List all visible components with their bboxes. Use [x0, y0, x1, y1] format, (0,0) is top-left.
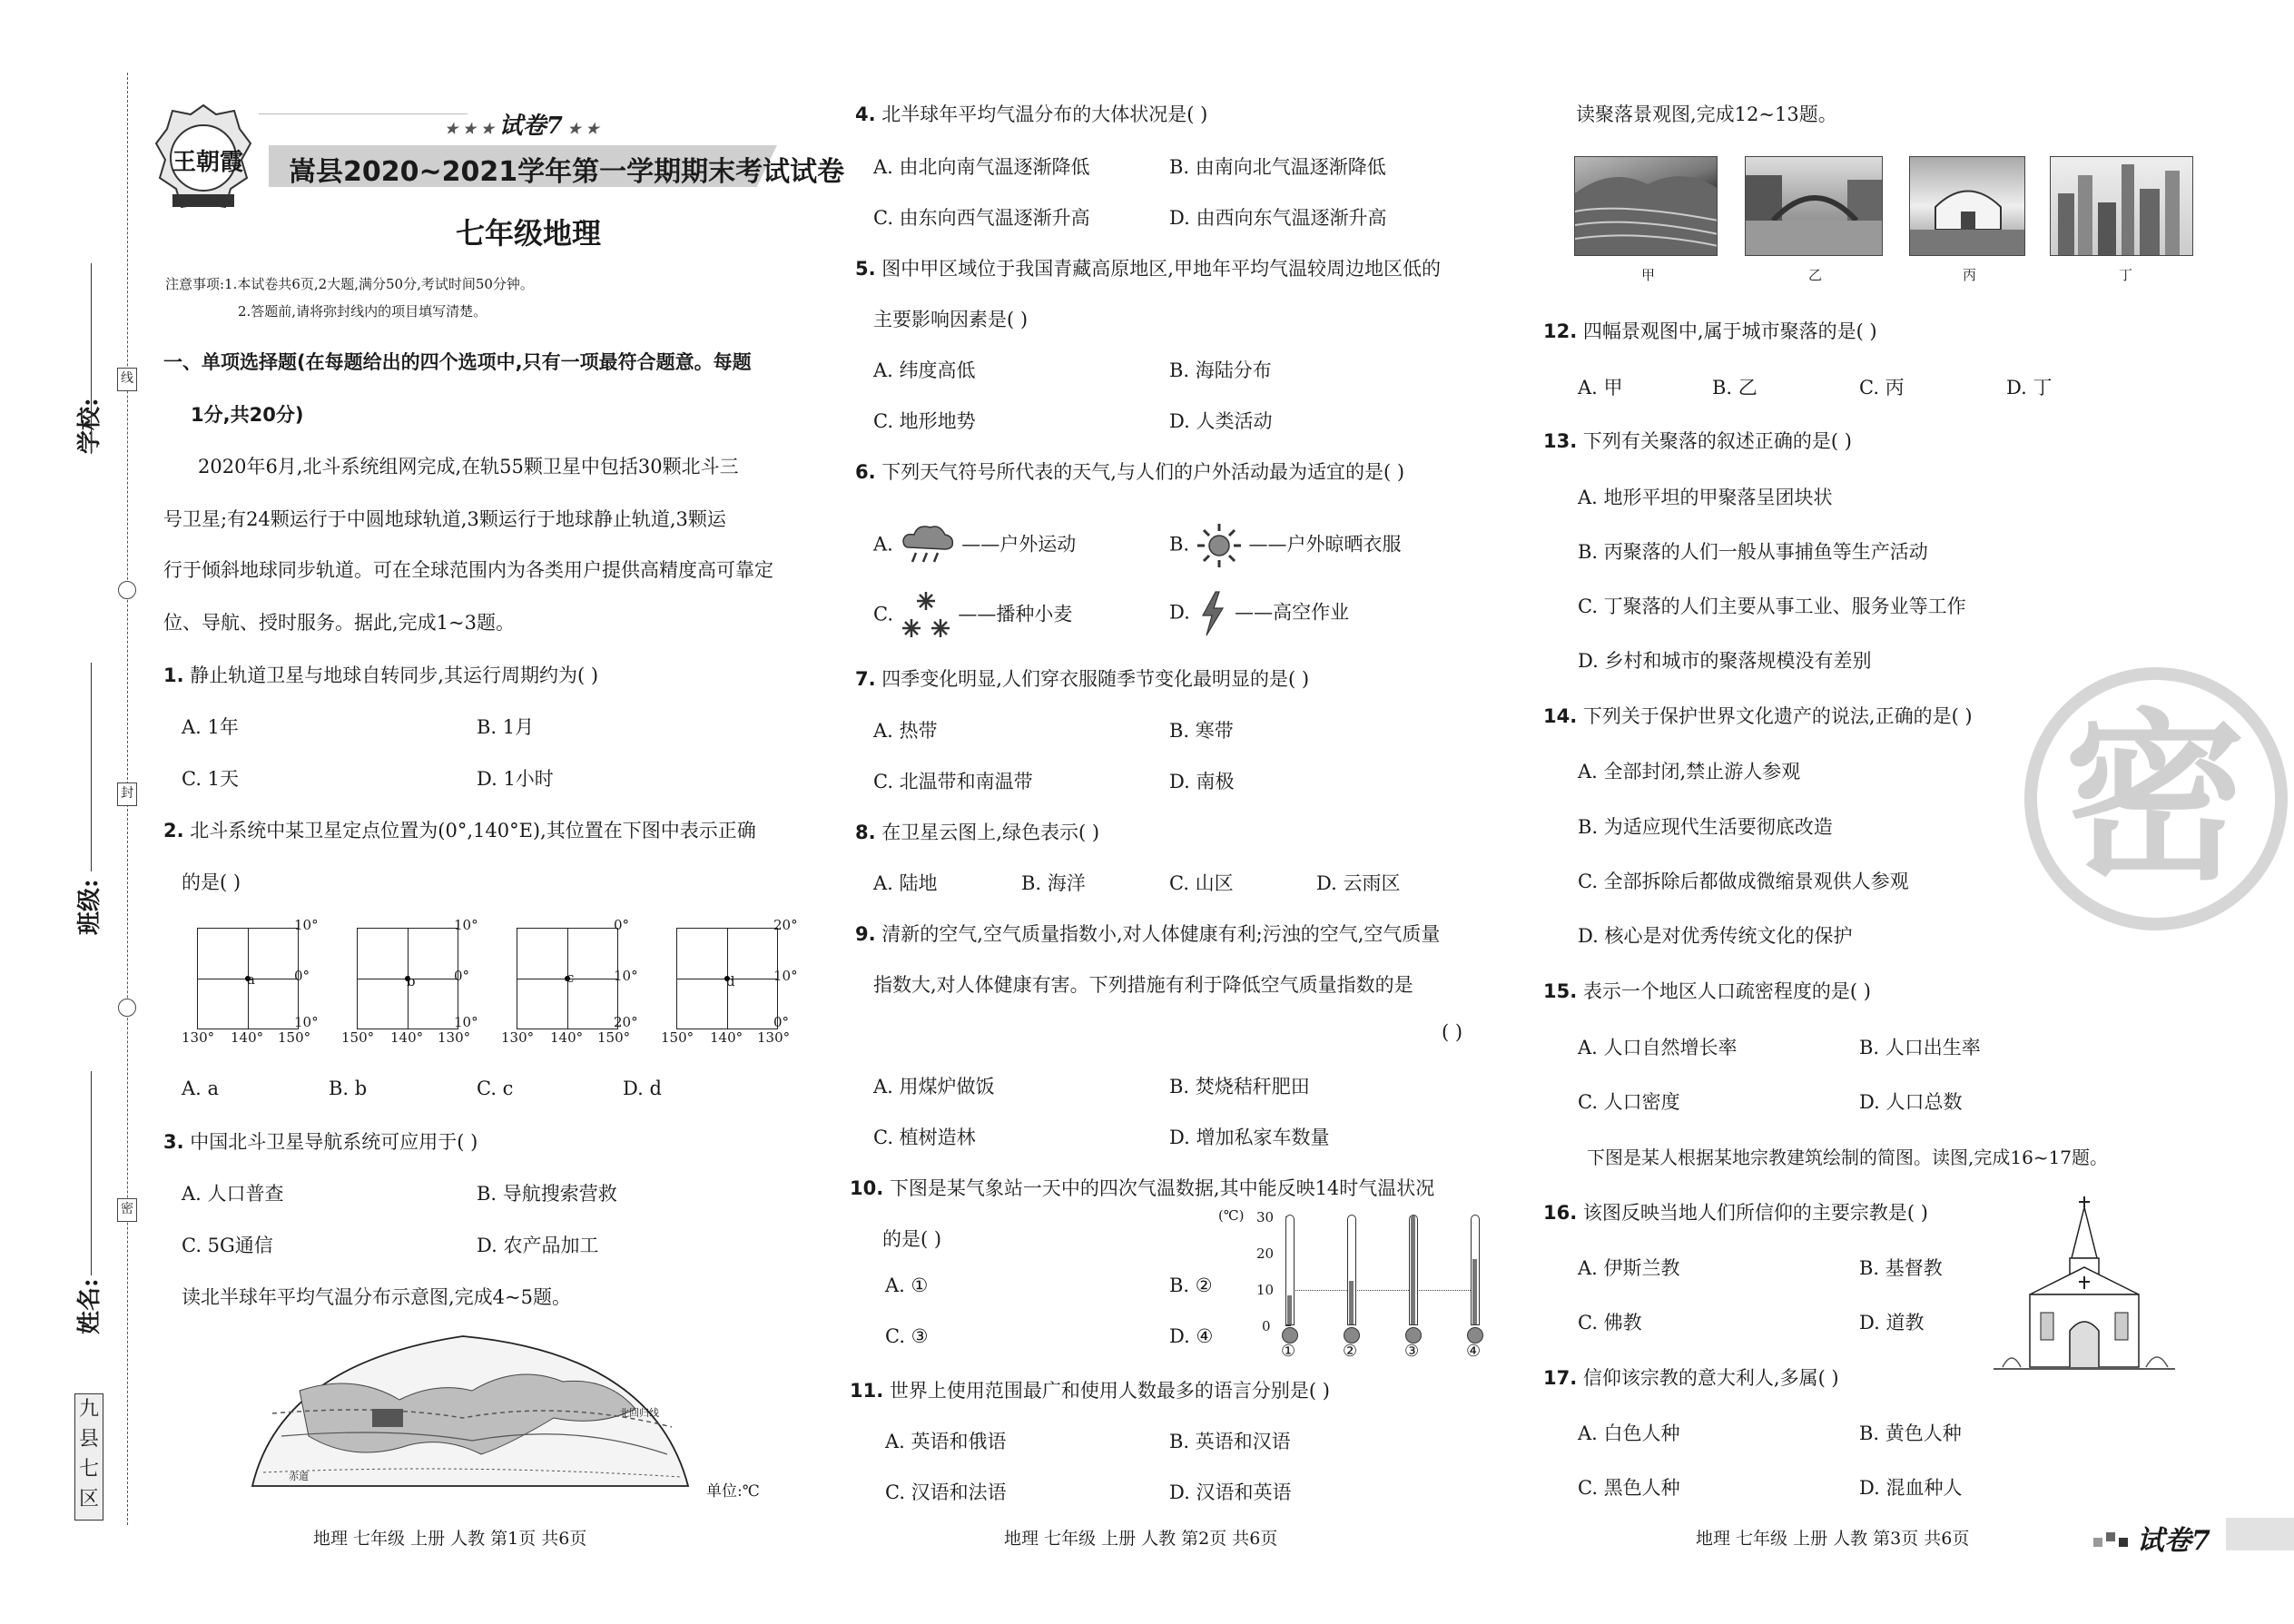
q17-option-b[interactable]: B. 黄色人种	[1859, 1422, 1962, 1444]
question-text: 中国北斗卫星导航系统可应用于( )	[190, 1131, 478, 1153]
binding-hole-1	[118, 581, 136, 599]
q17-option-a[interactable]: A. 白色人种	[1578, 1422, 1680, 1444]
question-number: 4.	[855, 103, 876, 125]
grid-lon-mid: 140°	[231, 1029, 264, 1046]
grid-lat-top: 10°	[294, 917, 319, 933]
seal-char: 密	[2064, 694, 2247, 905]
thermometer-1	[1285, 1215, 1295, 1325]
region-char-3: 七	[78, 1458, 99, 1481]
q15-option-c[interactable]: C. 人口密度	[1578, 1091, 1680, 1113]
question-9-bracket: ( )	[1442, 1021, 1463, 1043]
q9-option-a[interactable]: A. 用煤炉做饭	[873, 1076, 995, 1097]
map-tropic-label: 北回归线	[619, 1407, 659, 1419]
thermo-unit: (℃)	[1218, 1207, 1245, 1224]
footer-paper-tag: 试卷7	[2137, 1525, 2210, 1557]
question-number: 8.	[855, 822, 876, 843]
question-number: 10.	[850, 1177, 884, 1199]
q3-option-c[interactable]: C. 5G通信	[182, 1235, 273, 1256]
intro-16: 下图是某人根据某地宗教建筑绘制的简图。读图,完成16~17题。	[1587, 1147, 2109, 1168]
notes-line-2: 2.答题前,请将弥封线内的项目填写清楚。	[238, 303, 487, 320]
q11-option-a[interactable]: A. 英语和俄语	[885, 1431, 1007, 1452]
seal-line-mark: 线	[117, 368, 137, 391]
intro-12: 读聚落景观图,完成12~13题。	[1576, 103, 1837, 125]
photo-bing	[1909, 156, 2025, 256]
footer-decor	[2093, 1529, 2139, 1549]
thermometer-label: ③	[1404, 1342, 1420, 1361]
class-label: 班级:	[76, 879, 103, 935]
footer-page-1: 地理 七年级 上册 人教 第1页 共6页	[313, 1529, 587, 1549]
q4-option-a[interactable]: A. 由北向南气温逐渐降低	[873, 156, 1090, 178]
q1-option-a[interactable]: A. 1年	[182, 716, 239, 738]
q1-option-c[interactable]: C. 1天	[182, 768, 240, 790]
question-number: 2.	[163, 820, 184, 842]
q17-option-d[interactable]: D. 混血种人	[1859, 1477, 1963, 1499]
passage-line-3: 行于倾斜地球同步轨道。可在全球范围内为各类用户提供高精度高可靠定	[163, 559, 773, 581]
q2-option-a[interactable]: A. a	[182, 1078, 220, 1099]
region-box	[74, 1393, 103, 1521]
footer-page-3: 地理 七年级 上册 人教 第3页 共6页	[1696, 1529, 1970, 1549]
question-text: 信仰该宗教的意大利人,多属( )	[1582, 1367, 1839, 1389]
q3-option-a[interactable]: A. 人口普查	[182, 1183, 284, 1205]
notes-line-1: 注意事项:1.本试卷共6页,2大题,满分50分,考试时间50分钟。	[165, 276, 534, 292]
q8-option-d[interactable]: D. 云雨区	[1316, 872, 1401, 894]
q3-option-b[interactable]: B. 导航搜索营救	[477, 1183, 617, 1205]
question-1	[163, 661, 598, 688]
thermometer-4	[1471, 1215, 1480, 1325]
brand-logo	[153, 102, 254, 218]
question-text: 下列天气符号所代表的天气,与人们的户外活动最为适宜的是( )	[881, 461, 1405, 483]
question-4	[855, 100, 1207, 127]
q16-option-c[interactable]: C. 佛教	[1578, 1312, 1642, 1334]
option-text: ——高空作业	[1235, 601, 1350, 624]
photo-label-ding: 丁	[2119, 267, 2133, 283]
q16-option-a[interactable]: A. 伊斯兰教	[1578, 1257, 1680, 1279]
question-16	[1543, 1198, 1928, 1225]
q9-option-b[interactable]: B. 焚烧秸秆肥田	[1169, 1076, 1310, 1097]
paper-label: ★ ★ ★ 试卷7 ★ ★	[445, 113, 599, 140]
q8-option-c[interactable]: C. 山区	[1169, 872, 1234, 894]
photo-label-jia: 甲	[1641, 267, 1656, 283]
terrace-village-image	[1575, 157, 1718, 256]
thermometer-mercury	[1472, 1259, 1477, 1324]
grid-lat-bottom: 20°	[614, 1014, 638, 1030]
question-number: 9.	[855, 923, 876, 945]
question-number: 6.	[855, 461, 876, 483]
question-2-l2: 的是( )	[182, 871, 241, 893]
q2-option-c[interactable]: C. c	[477, 1078, 514, 1099]
thermometer-label: ①	[1281, 1342, 1296, 1361]
question-8	[855, 818, 1099, 845]
seal-mi-mark: 密	[117, 1198, 137, 1222]
q5-option-c[interactable]: C. 地形地势	[873, 410, 976, 432]
grid-lat-bottom: 0°	[773, 1014, 790, 1030]
question-5	[855, 254, 1441, 281]
city-skyline-image	[2051, 157, 2193, 256]
grid-lon-mid: 140°	[390, 1029, 424, 1046]
q12-option-b[interactable]: B. 乙	[1712, 377, 1757, 399]
star-decor-icon: ★ ★	[562, 120, 599, 137]
question-text: 四幅景观图中,属于城市聚落的是( )	[1582, 320, 1877, 342]
question-number: 1.	[163, 664, 184, 686]
grid-lat-bottom: 10°	[454, 1014, 478, 1030]
question-2	[163, 816, 756, 843]
option-letter: D.	[1169, 601, 1190, 624]
q4-option-c[interactable]: C. 由东向西气温逐渐升高	[873, 207, 1090, 229]
grid-lat-mid: 0°	[294, 968, 310, 984]
grid-lon-left: 130°	[501, 1029, 535, 1046]
thermo-tick-20: 20	[1256, 1245, 1275, 1262]
grid-lat-mid: 10°	[773, 968, 798, 984]
yurt-image	[1910, 157, 2025, 256]
footer-tab	[2226, 1518, 2294, 1550]
q6-option-c[interactable]	[873, 590, 1072, 641]
option-text: ——播种小麦	[958, 603, 1073, 625]
question-text: 四季变化明显,人们穿衣服随季节变化最明显的是( )	[881, 668, 1310, 690]
question-10-l2: 的是( )	[882, 1228, 942, 1250]
grid-point-label: d	[726, 973, 735, 989]
question-13	[1543, 427, 1852, 454]
q13-option-b[interactable]: B. 丙聚落的人们一般从事捕鱼等生产活动	[1578, 541, 1928, 563]
grid-lon-left: 150°	[341, 1029, 375, 1046]
grid-lon-right: 150°	[278, 1029, 311, 1046]
photo-ding	[2050, 156, 2193, 256]
star-decor-icon: ★ ★ ★	[445, 120, 499, 137]
q7-option-d[interactable]: D. 南极	[1169, 771, 1235, 792]
question-text: 清新的空气,空气质量指数小,对人体健康有利;污浊的空气,空气质量	[881, 923, 1441, 945]
grid-lon-mid: 140°	[710, 1029, 743, 1046]
q15-option-a[interactable]: A. 人口自然增长率	[1578, 1037, 1738, 1058]
map-unit: 单位:℃	[706, 1482, 760, 1501]
section-title-l2: 1分,共20分)	[191, 404, 304, 426]
q14-option-b[interactable]: B. 为适应现代生活要彻底改造	[1578, 816, 1833, 838]
passage-line-4: 位、导航、授时服务。据此,完成1~3题。	[163, 612, 515, 634]
question-text: 下图是某气象站一天中的四次气温数据,其中能反映14时气温状况	[889, 1177, 1435, 1199]
q5-option-d[interactable]: D. 人类活动	[1169, 410, 1273, 432]
q15-option-b[interactable]: B. 人口出生率	[1859, 1037, 1981, 1058]
q15-option-d[interactable]: D. 人口总数	[1859, 1091, 1963, 1113]
option-letter: B.	[1169, 533, 1190, 556]
thermometer-mercury	[1349, 1281, 1354, 1324]
question-number: 17.	[1543, 1367, 1578, 1389]
grid-lon-left: 130°	[182, 1029, 215, 1046]
question-text: 在卫星云图上,绿色表示( )	[881, 822, 1100, 843]
region-char-4: 区	[78, 1488, 99, 1511]
q16-option-d[interactable]: D. 道教	[1859, 1312, 1925, 1334]
subject-title: 七年级地理	[456, 216, 602, 251]
option-text: ——户外晾晒衣服	[1248, 533, 1402, 556]
rain-cloud-icon	[900, 522, 956, 569]
grid-lat-mid: 10°	[614, 968, 638, 984]
thermometer-mercury	[1411, 1216, 1415, 1324]
q5-option-a[interactable]: A. 纬度高低	[873, 359, 976, 381]
map-equator-label: 赤道	[289, 1471, 309, 1482]
question-text: 北半球年平均气温分布的大体状况是( )	[881, 103, 1208, 125]
thermometer-3	[1409, 1215, 1418, 1325]
grid-point-label: a	[247, 971, 255, 988]
question-text: 图中甲区域位于我国青藏高原地区,甲地年平均气温较周边地区低的	[881, 258, 1441, 280]
q14-option-c[interactable]: C. 全部拆除后都做成微缩景观供人参观	[1578, 871, 1909, 892]
q7-option-c[interactable]: C. 北温带和南温带	[873, 771, 1033, 792]
region-char-2: 县	[78, 1428, 99, 1451]
question-text: 该图反映当地人们所信仰的主要宗教是( )	[1582, 1202, 1928, 1224]
grid-lon-right: 130°	[757, 1029, 791, 1046]
school-field[interactable]	[91, 263, 92, 454]
grid-lat-top: 0°	[614, 917, 630, 933]
q8-option-b[interactable]: B. 海洋	[1021, 872, 1086, 894]
thermo-tick-0: 0	[1262, 1318, 1271, 1334]
question-6	[855, 458, 1404, 485]
question-9	[855, 920, 1440, 947]
grid-lat-top: 10°	[454, 917, 478, 933]
q6-option-a[interactable]	[873, 522, 1076, 569]
footer-page-2: 地理 七年级 上册 人教 第2页 共6页	[1004, 1529, 1278, 1549]
question-number: 13.	[1543, 430, 1578, 452]
snow-icon	[900, 590, 952, 641]
option-letter: A.	[873, 533, 893, 556]
q13-option-a[interactable]: A. 地形平坦的甲聚落呈团块状	[1578, 487, 1833, 508]
water-town-image	[1746, 157, 1883, 256]
school-label: 学校:	[76, 398, 103, 454]
name-field[interactable]	[91, 1071, 92, 1275]
question-11	[850, 1376, 1330, 1403]
q13-option-d[interactable]: D. 乡村和城市的聚落规模没有差别	[1578, 650, 1872, 672]
grid-lon-mid: 140°	[550, 1029, 584, 1046]
sun-icon	[1196, 522, 1243, 569]
brand-name: 王朝霞	[172, 149, 244, 176]
q17-option-c[interactable]: C. 黑色人种	[1578, 1477, 1680, 1499]
q12-option-c[interactable]: C. 丙	[1859, 377, 1905, 399]
grid-lon-right: 130°	[438, 1029, 471, 1046]
question-text: 表示一个地区人口疏密程度的是( )	[1582, 980, 1871, 1002]
question-number: 3.	[163, 1131, 184, 1153]
q7-option-a[interactable]: A. 热带	[873, 720, 938, 742]
q12-option-d[interactable]: D. 丁	[2006, 377, 2053, 399]
question-17	[1543, 1363, 1839, 1391]
reference-line	[1287, 1290, 1480, 1291]
question-text: 北斗系统中某卫星定点位置为(0°,140°E),其位置在下图中表示正确	[190, 820, 756, 842]
question-text: 下列有关聚落的叙述正确的是( )	[1582, 430, 1852, 452]
q14-option-a[interactable]: A. 全部封闭,禁止游人参观	[1578, 761, 1801, 782]
passage-line-2: 号卫星;有24颗运行于中圆地球轨道,3颗运行于地球静止轨道,3颗运	[163, 508, 726, 530]
q6-option-b[interactable]	[1169, 522, 1401, 569]
q14-option-d[interactable]: D. 核心是对优秀传统文化的保护	[1578, 925, 1853, 947]
q11-option-b[interactable]: B. 英语和汉语	[1169, 1431, 1291, 1452]
q10-option-a[interactable]: A. ①	[885, 1275, 929, 1296]
question-15	[1543, 977, 1871, 1004]
question-12	[1543, 317, 1877, 344]
question-text: 世界上使用范围最广和使用人数最多的语言分别是( )	[889, 1380, 1330, 1402]
region-char-1: 九	[78, 1398, 99, 1421]
grid-point-label: b	[407, 973, 416, 989]
thermometer-mercury	[1287, 1295, 1292, 1324]
q10-option-d[interactable]: D. ④	[1169, 1325, 1214, 1347]
photo-yi	[1745, 156, 1883, 256]
thermometer-label: ②	[1343, 1342, 1358, 1361]
q4-option-b[interactable]: B. 由南向北气温逐渐降低	[1169, 156, 1386, 178]
question-text: 下列关于保护世界文化遗产的说法,正确的是( )	[1582, 705, 1973, 727]
brand-ribbon	[259, 87, 468, 114]
q11-option-d[interactable]: D. 汉语和英语	[1169, 1481, 1292, 1503]
q4-option-d[interactable]: D. 由西向东气温逐渐升高	[1169, 207, 1387, 229]
thermometer-label: ④	[1466, 1342, 1482, 1361]
confidential-seal	[2023, 667, 2294, 930]
temperature-map	[245, 1327, 694, 1491]
church-drawing	[1994, 1195, 2175, 1376]
q6-option-d[interactable]	[1169, 590, 1349, 637]
grid-lon-right: 150°	[597, 1029, 631, 1046]
photo-label-yi: 乙	[1808, 267, 1823, 283]
option-text: ——户外运动	[961, 533, 1077, 556]
exam-title: 嵩县2020~2021学年第一学期期末考试试卷	[289, 156, 845, 188]
question-10	[850, 1174, 1434, 1201]
grid-lon-left: 150°	[661, 1029, 694, 1046]
q2-option-b[interactable]: B. b	[329, 1078, 368, 1099]
thermo-tick-10: 10	[1256, 1282, 1275, 1298]
question-14	[1543, 702, 1973, 729]
class-field[interactable]	[91, 663, 92, 871]
question-number: 5.	[855, 258, 876, 280]
q3-option-d[interactable]: D. 农产品加工	[477, 1235, 599, 1256]
q8-option-a[interactable]: A. 陆地	[873, 872, 938, 894]
question-5-l2: 主要影响因素是( )	[873, 309, 1029, 330]
q12-option-a[interactable]: A. 甲	[1578, 377, 1623, 399]
grid-point-label: c	[566, 969, 575, 986]
thermo-tick-30: 30	[1256, 1209, 1275, 1225]
church-icon	[1994, 1195, 2175, 1376]
question-number: 16.	[1543, 1202, 1578, 1224]
q10-option-c[interactable]: C. ③	[885, 1325, 929, 1347]
map-intro: 读北半球年平均气温分布示意图,完成4~5题。	[182, 1286, 571, 1308]
question-number: 7.	[855, 668, 876, 690]
grid-lat-top: 20°	[773, 917, 798, 933]
q9-option-d[interactable]: D. 增加私家车数量	[1169, 1127, 1330, 1148]
question-number: 15.	[1543, 980, 1578, 1002]
q13-option-c[interactable]: C. 丁聚落的人们主要从事工业、服务业等工作	[1578, 595, 1966, 617]
q5-option-b[interactable]: B. 海陆分布	[1169, 359, 1272, 381]
question-number: 14.	[1543, 705, 1578, 727]
passage-line-1: 2020年6月,北斗系统组网完成,在轨55颗卫星中包括30颗北斗三	[198, 456, 739, 477]
binding-hole-2	[118, 999, 136, 1017]
question-text: 静止轨道卫星与地球自转同步,其运行周期约为( )	[190, 664, 599, 686]
question-9-l2: 指数大,对人体健康有害。下列措施有利于降低空气质量指数的是	[873, 974, 1413, 996]
q1-option-d[interactable]: D. 1小时	[477, 768, 554, 790]
q1-option-b[interactable]: B. 1月	[477, 716, 535, 738]
thermometer-2	[1347, 1215, 1356, 1325]
q2-option-d[interactable]: D. d	[623, 1078, 662, 1099]
q16-option-b[interactable]: B. 基督教	[1859, 1257, 1943, 1279]
photo-label-bing: 丙	[1963, 267, 1977, 283]
q7-option-b[interactable]: B. 寒带	[1169, 720, 1234, 742]
q9-option-c[interactable]: C. 植树造林	[873, 1127, 976, 1148]
option-letter: C.	[873, 603, 893, 625]
q11-option-c[interactable]: C. 汉语和法语	[885, 1481, 1007, 1503]
question-3	[163, 1127, 478, 1155]
question-number: 11.	[850, 1380, 884, 1402]
lightning-icon	[1196, 590, 1228, 637]
section-title-l1: 一、单项选择题(在每题给出的四个选项中,只有一项最符合题意。每题	[163, 351, 752, 373]
question-number: 12.	[1543, 320, 1578, 342]
q10-option-b[interactable]: B. ②	[1169, 1275, 1213, 1296]
grid-lat-bottom: 10°	[294, 1014, 319, 1030]
question-7	[855, 664, 1309, 692]
seal-feng-mark: 封	[117, 782, 137, 806]
grid-lat-mid: 0°	[454, 968, 470, 984]
photo-jia	[1574, 156, 1718, 256]
name-label: 姓名:	[76, 1278, 103, 1334]
